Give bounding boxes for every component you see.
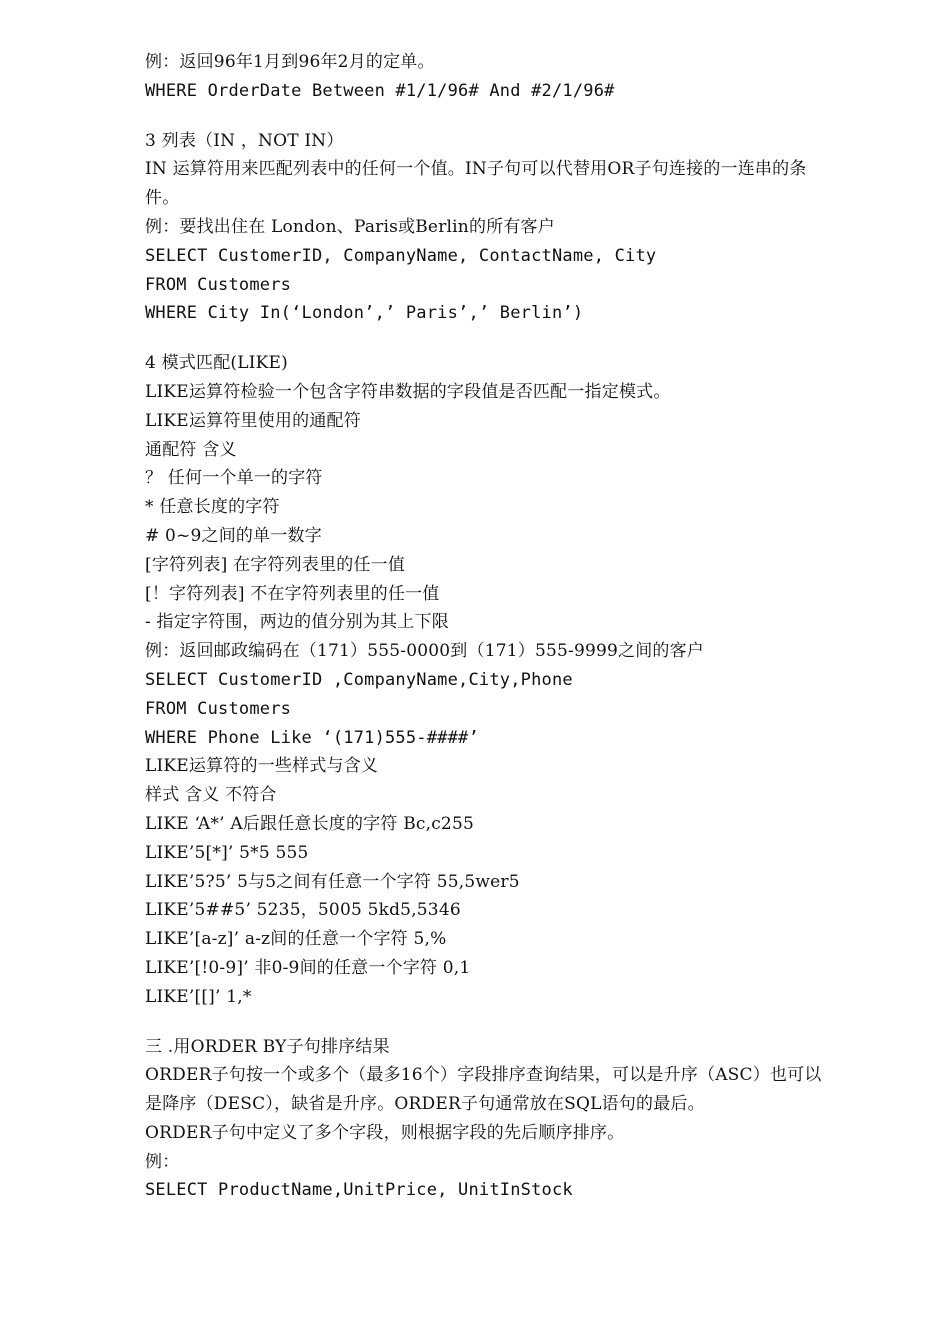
pattern-row-not-0-9: LIKE’[!0-9]’ 非0-9间的任意一个字符 0,1 [145,957,471,978]
pattern-row-bracket: LIKE’[[]’ 1,* [145,986,252,1007]
paragraph-in-operator: IN 运算符用来匹配列表中的任何一个值。IN子句可以代替用OR子句连接的一连串的条 [145,159,807,180]
section-heading-order-by: 三 .用ORDER BY子句排序结果 [145,1036,390,1057]
pattern-row-a-star: LIKE ‘A*’ A后跟任意长度的字符 Bc,c255 [145,813,474,834]
pattern-row-5-hash-hash-5: LIKE’5##5’ 5235，5005 5kd5,5346 [145,900,461,921]
example-text-customers-city: 例：要找出住在 London、Paris或Berlin的所有客户 [145,216,555,237]
paragraph-like-wildcards: LIKE运算符里使用的通配符 [145,410,361,431]
pattern-row-a-z: LIKE’[a-z]’ a-z间的任意一个字符 5,% [145,929,447,950]
wildcard-hash: # 0~9之间的单一数字 [145,525,322,546]
pattern-row-5-question-5: LIKE’5?5’ 5与5之间有任意一个字符 55,5wer5 [145,871,520,892]
sql-select-customers: SELECT CustomerID, CompanyName, ContactName, City [145,245,657,266]
paragraph-gap [145,1012,885,1033]
wildcard-char-list: [字符列表] 在字符列表里的任一值 [145,554,406,575]
paragraph-order-by: ORDER子句按一个或多个（最多16个）字段排序查询结果，可以是升序（ASC）也可以 [145,1065,822,1086]
paragraph-gap [145,106,885,127]
example-label: 例： [145,1151,180,1172]
sql-select-products: SELECT ProductName,UnitPrice, UnitInStock [145,1180,573,1201]
wildcard-range: - 指定字符围，两边的值分别为其上下限 [145,612,449,633]
sql-where-between: WHERE OrderDate Between #1/1/96# And #2/1/96# [145,80,615,101]
paragraph-order-by-fields: ORDER子句中定义了多个字段，则根据字段的先后顺序排序。 [145,1122,625,1143]
wildcard-asterisk: * 任意长度的字符 [145,497,280,518]
paragraph-order-by-continued: 是降序（DESC），缺省是升序。ORDER子句通常放在SQL语句的最后。 [145,1094,705,1115]
sql-from-customers: FROM Customers [145,274,292,295]
pattern-table-header: 样式 含义 不符合 [145,785,277,806]
paragraph-in-operator-continued: 件。 [145,188,180,209]
sql-select-phone: SELECT CustomerID ,CompanyName,City,Phone [145,669,573,690]
document-body [145,48,885,1205]
wildcard-question-mark: ？ 任何一个单一的字符 [145,468,323,489]
sql-where-city-in: WHERE City In(‘London’,’ Paris’,’ Berlin’) [145,303,584,324]
section-heading-like: 4 模式匹配(LIKE) [145,353,288,374]
pattern-row-5-star-5: LIKE’5[*]’ 5*5 555 [145,842,309,863]
section-heading-list: 3 列表（IN ，NOT IN） [145,130,344,151]
wildcard-table-header: 通配符 含义 [145,439,237,460]
sql-from-customers: FROM Customers [145,698,292,719]
example-text-postal-code: 例：返回邮政编码在（171）555-0000到（171）555-9999之间的客户 [145,641,705,662]
sql-where-phone-like: WHERE Phone Like ‘(171)555-####’ [145,727,479,748]
example-text-date-range: 例：返回96年1月到96年2月的定单。 [145,52,435,72]
paragraph-like-operator: LIKE运算符检验一个包含字符串数据的字段值是否匹配一指定模式。 [145,381,671,402]
wildcard-not-char-list: [！字符列表] 不在字符列表里的任一值 [145,583,440,604]
paragraph-gap [145,328,885,349]
paragraph-like-patterns: LIKE运算符的一些样式与含义 [145,756,379,777]
